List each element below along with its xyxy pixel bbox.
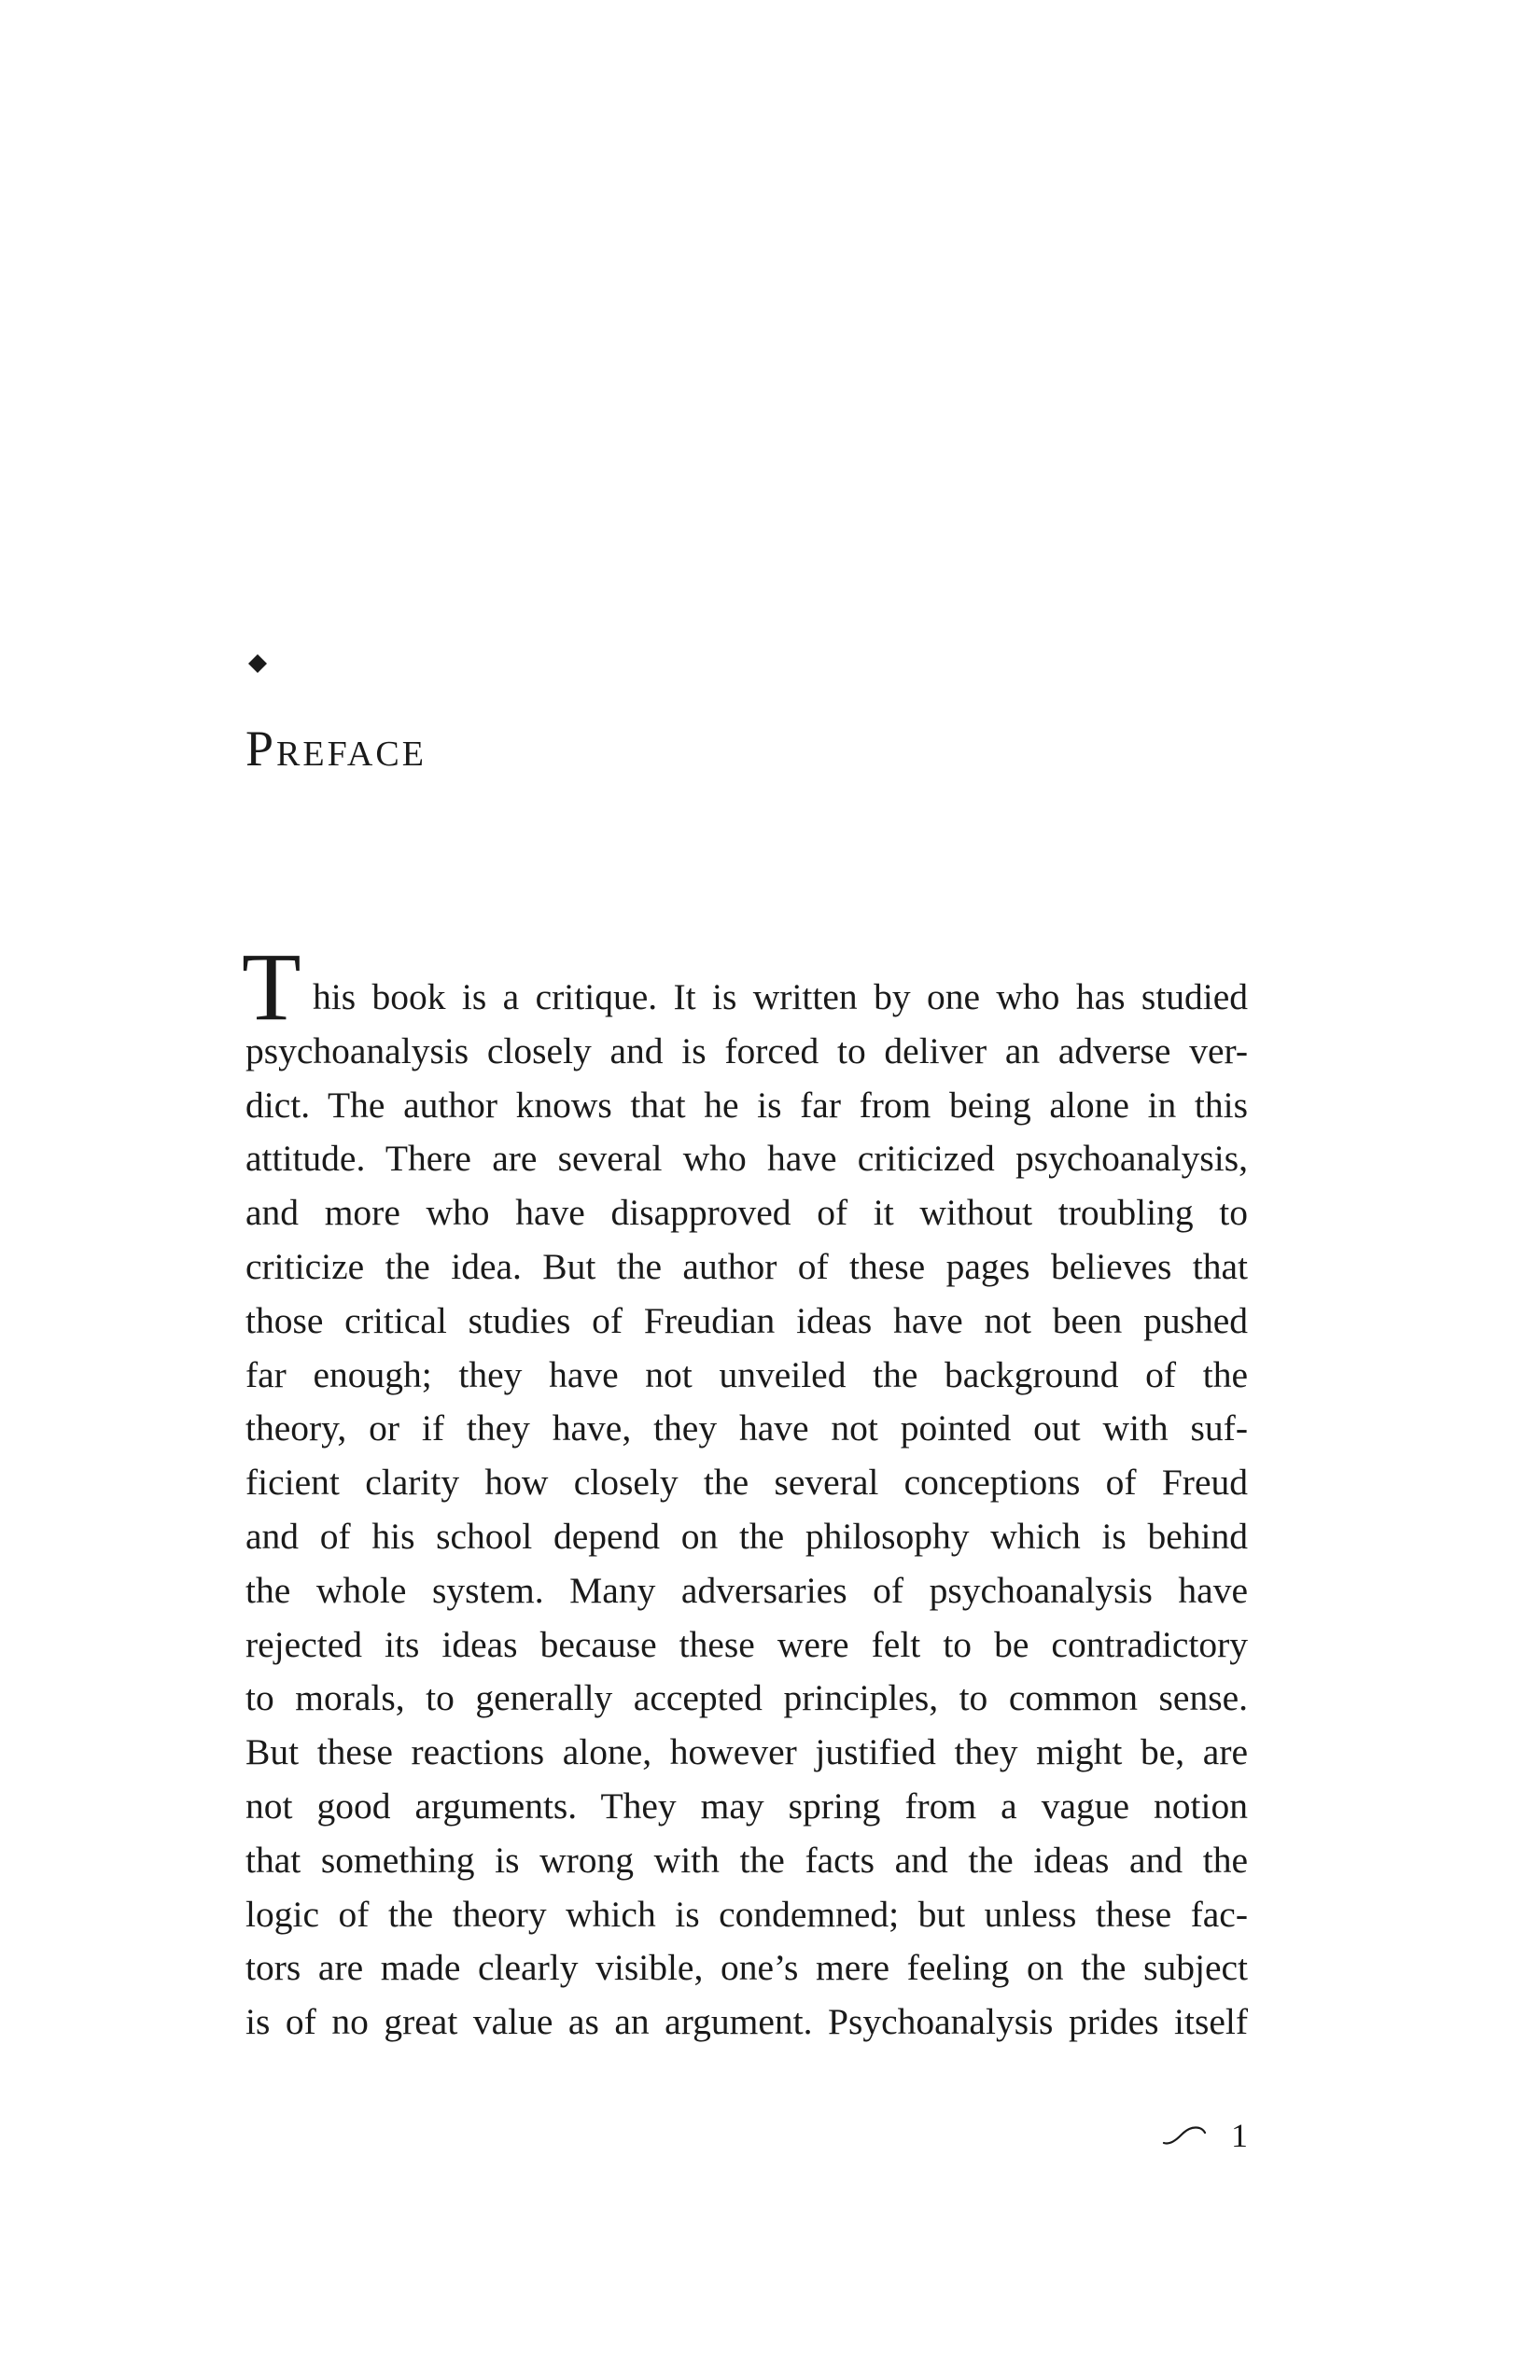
swash-ornament-icon	[1162, 2124, 1207, 2147]
body-line: to morals, to generally accepted principles, to common sense.	[245, 1677, 1248, 1719]
body-line: is of no great value as an argument. Psychoanalysis prides itself	[245, 2001, 1248, 2043]
body-line: not good arguments. They may spring from a vague notion	[245, 1785, 1248, 1827]
body-line: those critical studies of Freudian ideas have not been pushed	[245, 1299, 1248, 1341]
body-line: and more who have disapproved of it without troubling to	[245, 1192, 1248, 1234]
body-line: rejected its ideas because these were felt to be contradictory	[245, 1623, 1248, 1665]
body-line: logic of the theory which is condemned; but unless these fac-	[245, 1893, 1248, 1935]
chapter-title: Preface	[245, 721, 427, 777]
body-paragraph	[242, 933, 1248, 2050]
body-line: theory, or if they have, they have not pointed out with suf-	[245, 1407, 1248, 1449]
body-line: tors are made clearly visible, one’s mere feeling on the subject	[245, 1947, 1248, 1989]
page-number: 1	[1231, 2117, 1248, 2154]
body-line: criticize the idea. But the author of these pages believes that	[245, 1245, 1248, 1287]
body-line: dict. The author knows that he is far from being alone in this	[245, 1084, 1248, 1126]
body-line: the whole system. Many adversaries of psychoanalysis have	[245, 1569, 1248, 1611]
body-line: and of his school depend on the philosophy which is behind	[245, 1515, 1248, 1557]
body-line: that something is wrong with the facts and the ideas and the	[245, 1839, 1248, 1881]
body-line: attitude. There are several who have criticized psychoanalysis,	[245, 1138, 1248, 1180]
body-line: far enough; they have not unveiled the background of the	[245, 1353, 1248, 1395]
diamond-icon	[247, 653, 268, 674]
body-line: But these reactions alone, however justified they might be, are	[245, 1731, 1248, 1773]
body-line: psychoanalysis closely and is forced to deliver an adverse ver-	[245, 1029, 1248, 1071]
page-footer	[1162, 2119, 1248, 2152]
body-line-text: his book is a critique. It is written by one who has studied	[313, 976, 1248, 1017]
drop-cap: T	[242, 933, 301, 1041]
body-line	[242, 933, 1248, 1041]
body-line: ficient clarity how closely the several conceptions of Freud	[245, 1462, 1248, 1504]
